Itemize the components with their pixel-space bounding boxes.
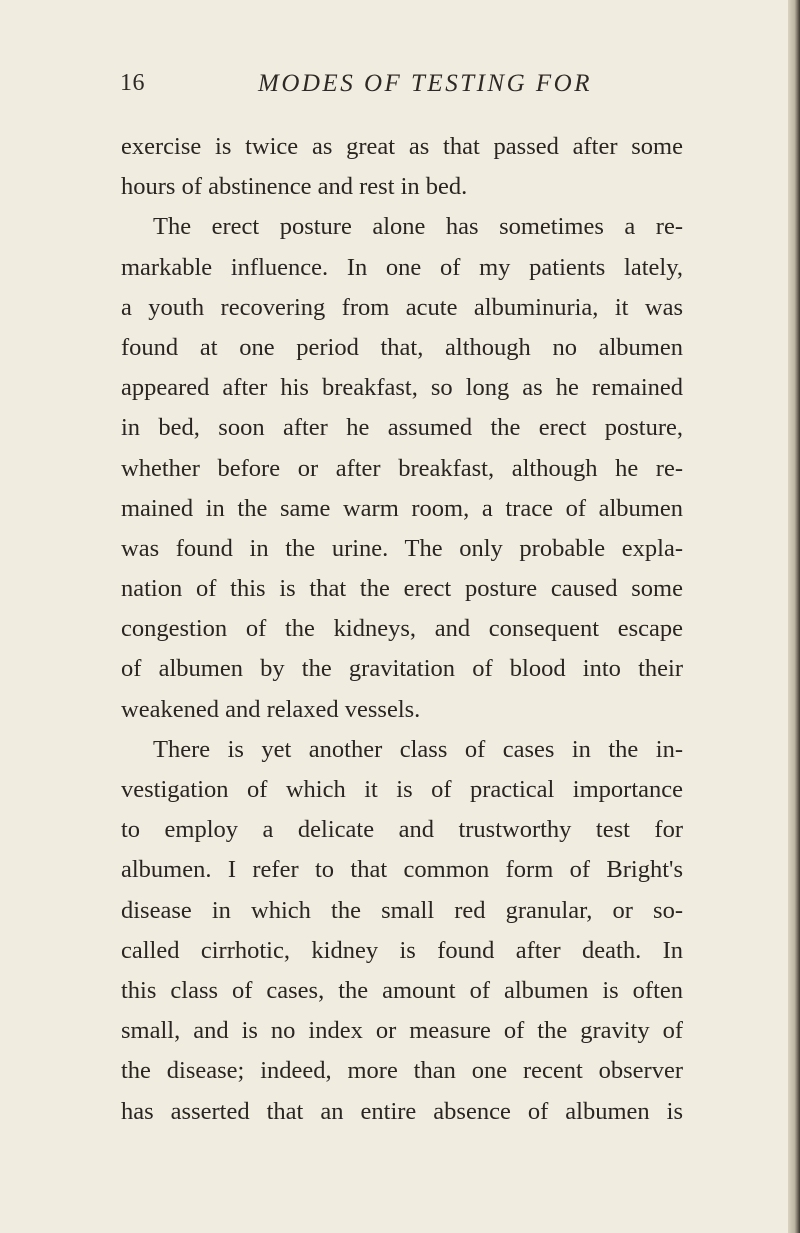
text-line: nation of this is that the erect posture caused some	[121, 575, 683, 603]
text-line: markable influence. In one of my patients lately,	[121, 253, 683, 281]
text-line: mained in the same warm room, a trace of albumen	[121, 494, 683, 522]
text-line: was found in the urine. The only probable expla-	[121, 534, 683, 562]
text-line: has asserted that an entire absence of albumen is	[121, 1097, 683, 1125]
running-head-title: MODES OF TESTING FOR	[258, 70, 593, 97]
text-line: the disease; indeed, more than one recent observer	[121, 1057, 683, 1085]
paragraph-start-line: The erect posture alone has sometimes a re-	[153, 213, 683, 241]
paragraph-start-line: There is yet another class of cases in the in-	[153, 735, 683, 763]
body-text	[121, 127, 683, 1132]
text-line: appeared after his breakfast, so long as he remained	[121, 374, 683, 402]
text-line: a youth recovering from acute albuminuria, it was	[121, 293, 683, 321]
text-line: small, and is no index or measure of the gravity of	[121, 1017, 683, 1045]
text-line: weakened and relaxed vessels.	[121, 695, 421, 723]
text-line: disease in which the small red granular, or so-	[121, 896, 683, 924]
text-line: vestigation of which it is of practical importance	[121, 776, 683, 803]
text-line: of albumen by the gravitation of blood into their	[121, 655, 683, 683]
page-number: 16	[120, 70, 145, 96]
text-line: albumen. I refer to that common form of Bright's	[121, 856, 683, 884]
text-line: congestion of the kidneys, and consequent escape	[121, 615, 683, 643]
text-line: this class of cases, the amount of albumen is often	[121, 976, 683, 1004]
text-line: called cirrhotic, kidney is found after death. In	[121, 936, 683, 964]
text-line: exercise is twice as great as that passed after some	[121, 133, 683, 160]
running-head	[120, 70, 680, 110]
text-line: hours of abstinence and rest in bed.	[121, 173, 468, 201]
text-line: whether before or after breakfast, although he re-	[121, 454, 683, 482]
text-line: found at one period that, although no albumen	[121, 333, 683, 361]
text-line: in bed, soon after he assumed the erect posture,	[121, 414, 683, 442]
page-edge-shadow	[788, 0, 800, 1233]
text-line: to employ a delicate and trustworthy test for	[121, 816, 683, 844]
